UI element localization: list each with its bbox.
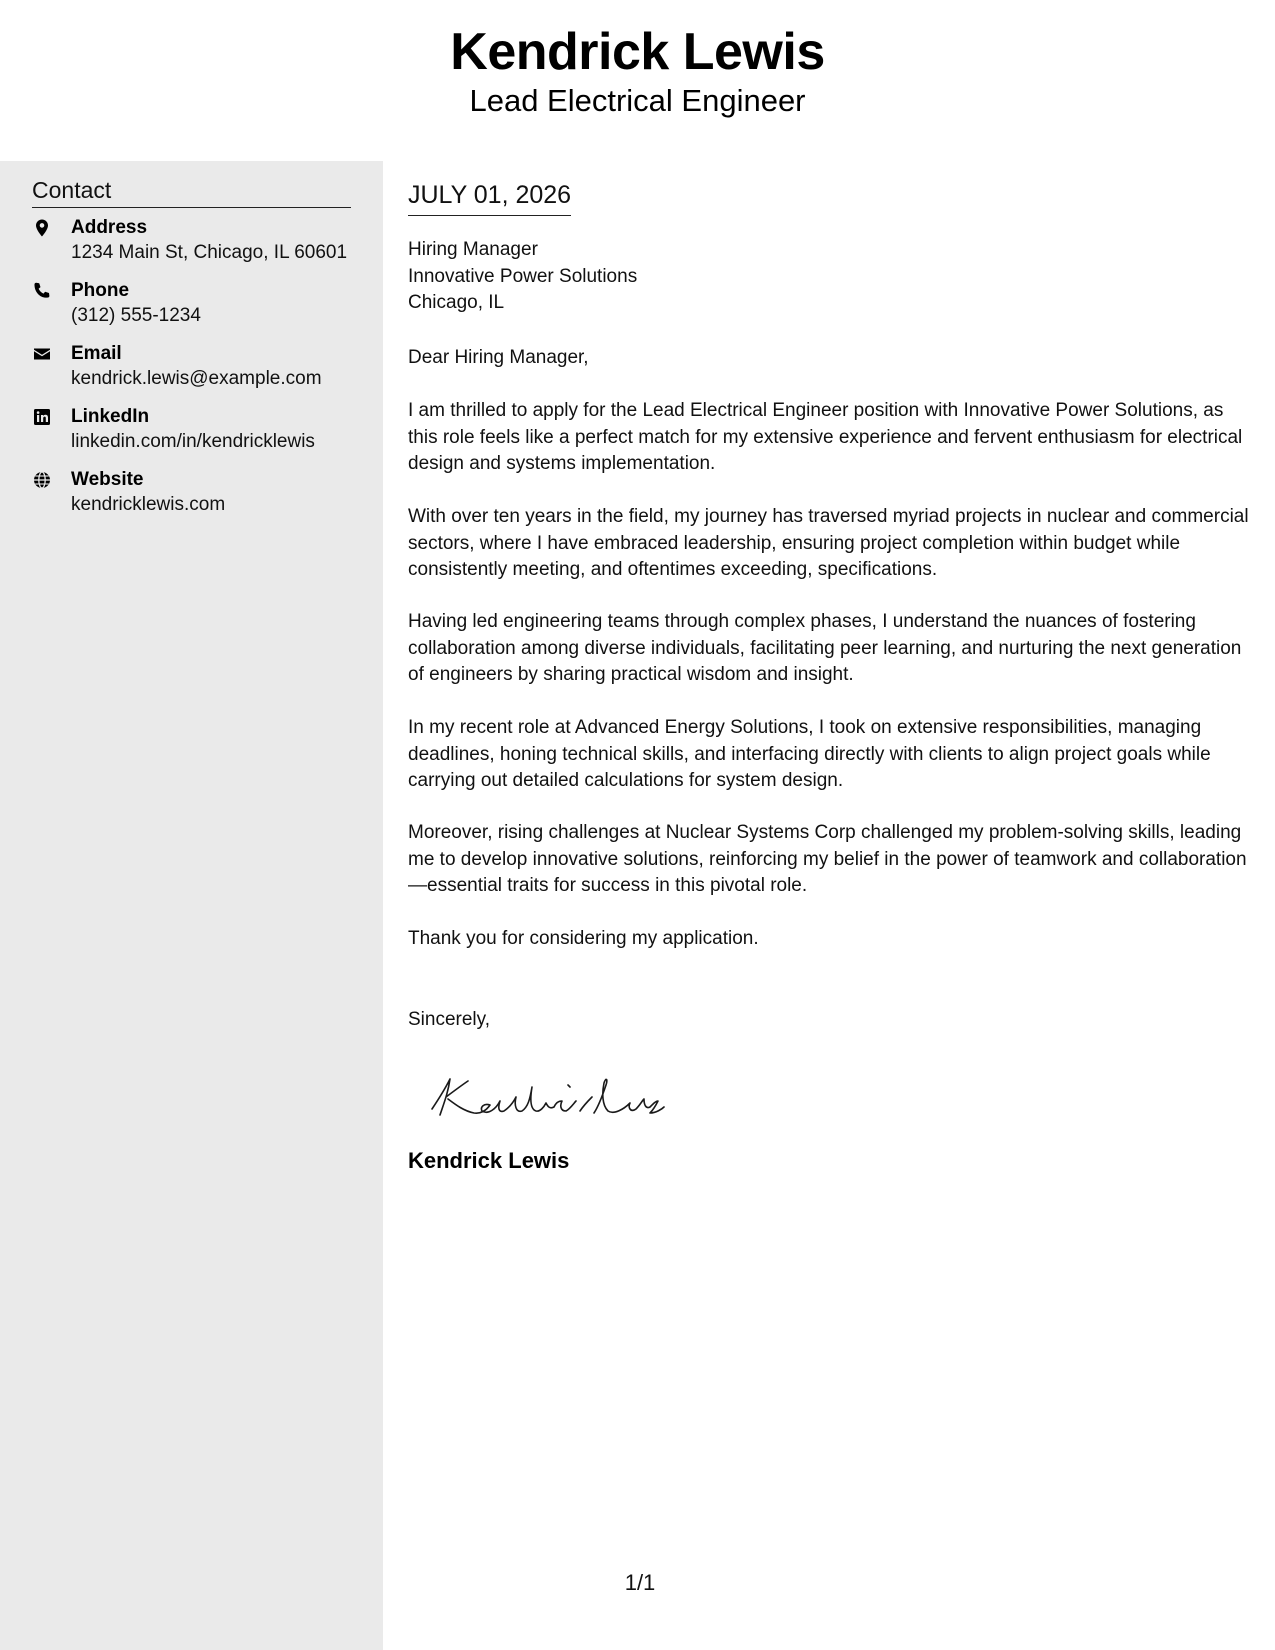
linkedin-icon	[32, 407, 56, 431]
paragraph-3: Having led engineering teams through complex phases, I understand the nuances of fostering collaboration among diverse individuals, facilitating peer learning, and nurturing the next generation of engineers by sharing practical wisdom and insight.	[408, 611, 1242, 685]
phone-icon	[32, 281, 56, 305]
email-value[interactable]: kendrick.lewis@example.com	[71, 368, 322, 389]
page-number: 1/1	[624, 1570, 656, 1595]
paragraph-6: Thank you for considering my application.	[408, 928, 759, 949]
envelope-icon	[32, 344, 56, 368]
recipient-title: Hiring Manager	[408, 239, 538, 260]
closing: Sincerely,	[408, 1009, 491, 1030]
contact-item-linkedin	[32, 405, 362, 461]
greeting: Dear Hiring Manager,	[408, 347, 589, 368]
contact-label: Website	[71, 469, 144, 490]
resume-header	[0, 0, 1275, 161]
applicant-name: Kendrick Lewis	[450, 23, 825, 81]
paragraph-5: Moreover, rising challenges at Nuclear Systems Corp challenged my problem-solving skills, leading me to develop innovative solutions, reinforcing my belief in the power of teamwork and collaboration—essential traits for success in this pivotal role.	[408, 822, 1247, 896]
contact-sidebar	[0, 161, 383, 1650]
map-pin-icon	[32, 218, 56, 242]
contact-label: Address	[71, 217, 148, 238]
paragraph-2: With over ten years in the field, my journey has traversed myriad projects in nuclear and commercial sectors, where I have embraced leadership, ensuring project completion within budget while consistently meeting, and oftentimes exceeding, specifications.	[408, 506, 1249, 580]
contact-item-email	[32, 342, 362, 398]
globe-icon	[32, 470, 56, 494]
handwritten-signature	[418, 1057, 668, 1127]
recipient-block	[408, 237, 637, 317]
linkedin-value[interactable]: linkedin.com/in/kendricklewis	[71, 431, 315, 452]
applicant-role: Lead Electrical Engineer	[469, 83, 806, 118]
website-value[interactable]: kendricklewis.com	[71, 494, 226, 515]
contact-heading: Contact	[32, 175, 351, 208]
contact-item-phone	[32, 279, 362, 335]
contact-label: Phone	[71, 280, 130, 301]
recipient-company: Innovative Power Solutions	[408, 265, 638, 287]
paragraph-1: I am thrilled to apply for the Lead Electrical Engineer position with Innovative Power Solutions, as this role feels like a perfect match for my extensive experience and fervent enthusiasm for electrical design and systems implementation.	[408, 400, 1243, 474]
contact-item-website	[32, 468, 362, 524]
letter-date: JULY 01, 2026	[408, 179, 571, 216]
contact-item-address	[32, 216, 362, 272]
paragraph-4: In my recent role at Advanced Energy Solutions, I took on extensive responsibilities, managing deadlines, honing technical skills, and interfacing directly with clients to align project goals while carrying out detailed calculations for system design.	[408, 717, 1211, 791]
address-value: 1234 Main St, Chicago, IL 60601	[71, 242, 348, 263]
contact-label: LinkedIn	[71, 406, 150, 427]
phone-value: (312) 555-1234	[71, 305, 201, 326]
contact-label: Email	[71, 343, 122, 364]
signed-name: Kendrick Lewis	[408, 1148, 570, 1173]
recipient-location: Chicago, IL	[408, 292, 505, 313]
